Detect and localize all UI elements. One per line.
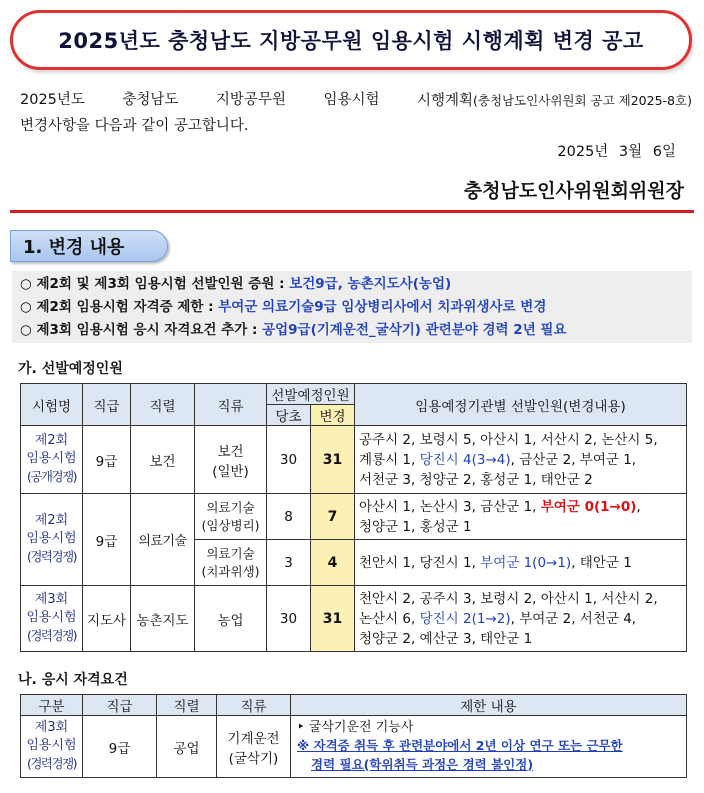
change-summary (12, 271, 692, 343)
intro-word: 임용시험 (323, 92, 380, 108)
quota-table (20, 383, 687, 652)
notice-reference: (충청남도인사위원회 공고 제2025-8호) (473, 93, 692, 108)
signer: 충청남도인사위원회위원장 (463, 180, 684, 202)
col-orig: 당초 (267, 405, 311, 426)
col-detail: 임용예정기관별 선발인원(변경내용) (355, 384, 687, 426)
notice-date: 2025년 3월 6일 (557, 144, 676, 160)
intro-word: 충청남도 (122, 92, 179, 108)
table-row: 의료기술 (치과위생) 3 4 천안시 1, 당진시 1, 부여군 1(0→1), 태안군 1 (21, 540, 687, 586)
col-class: 직류 (217, 695, 291, 716)
col-grade: 직급 (83, 384, 131, 426)
col-grade: 직급 (83, 695, 157, 716)
col-quota: 선발예정인원 (267, 384, 355, 405)
col-class: 직류 (195, 384, 267, 426)
col-type: 구분 (21, 695, 83, 716)
intro-paragraph (20, 88, 692, 139)
intro-word: 시행계획 (416, 93, 473, 109)
subsection-heading-b: 나. 응시 자격요건 (18, 672, 128, 688)
intro-line-1 (20, 88, 692, 114)
intro-line-2: 변경사항을 다음과 같이 공고합니다. (20, 118, 249, 134)
summary-item: ○ 제3회 임용시험 응시 자격요건 추가 : 공업9급(기계운전_굴삭기) 관련분야 경력 2년 필요 (20, 322, 567, 338)
section-heading (10, 230, 168, 262)
table-row: 제2회 임용시험 (경력경쟁) 9급 의료기술 의료기술 (임상병리) 8 7 아산시 1, 논산시 3, 금산군 1, 부여군 0(1→0), 청양군 1, 홍성군 1 (21, 494, 687, 540)
col-changed: 변경 (311, 405, 355, 426)
col-limit: 제한 내용 (291, 695, 687, 716)
intro-word: 지방공무원 (215, 92, 286, 108)
title-banner (10, 10, 692, 70)
eligibility-table (20, 694, 687, 778)
col-series: 직렬 (157, 695, 217, 716)
table-row: 제3회 임용시험 (경력경쟁) 지도사 농촌지도 농업 30 31 천안시 2, 공주시 3, 보령시 2, 아산시 1, 서산시 2, 논산시 6, 당진시 2(1→2), 부여군 2, 서천군 4, 청양군 2, 예산군 3, 태안군 1 (21, 586, 687, 652)
page-title: 2025년도 충청남도 지방공무원 임용시험 시행계획 변경 공고 (58, 29, 644, 53)
intro-word: 2025년도 (20, 92, 85, 108)
col-exam: 시험명 (21, 384, 83, 426)
col-series: 직렬 (131, 384, 195, 426)
summary-item: ○ 제2회 임용시험 자격증 제한 : 부여군 의료기술9급 임상병리사에서 치과위생사로 변경 (20, 299, 547, 315)
table-row: 제3회 임용시험 (경력경쟁) 9급 공업 기계운전 (굴삭기) ‣ 굴삭기운전 기능사 ※ 자격증 취득 후 관련분야에서 2년 이상 연구 또는 근무한 경력 필요(학위취득 과정은 경력 불인정) (21, 716, 687, 778)
divider (10, 210, 694, 213)
subsection-heading-a: 가. 선발예정인원 (18, 361, 123, 377)
section-heading-label: 1. 변경 내용 (23, 237, 125, 258)
table-row: 제2회 임용시험 (공개경쟁) 9급 보건 보건 (일반) 30 31 공주시 2, 보령시 5, 아산시 1, 서산시 2, 논산시 5, 계룡시 1, 당진시 4(3→4), 금산군 2, 부여군 1, 서천군 3, 청양군 2, 홍성군 1, 태안군 2 (21, 426, 687, 494)
summary-item: ○ 제2회 및 제3회 임용시험 선발인원 증원 : 보건9급, 농촌지도사(농업) (20, 276, 452, 292)
